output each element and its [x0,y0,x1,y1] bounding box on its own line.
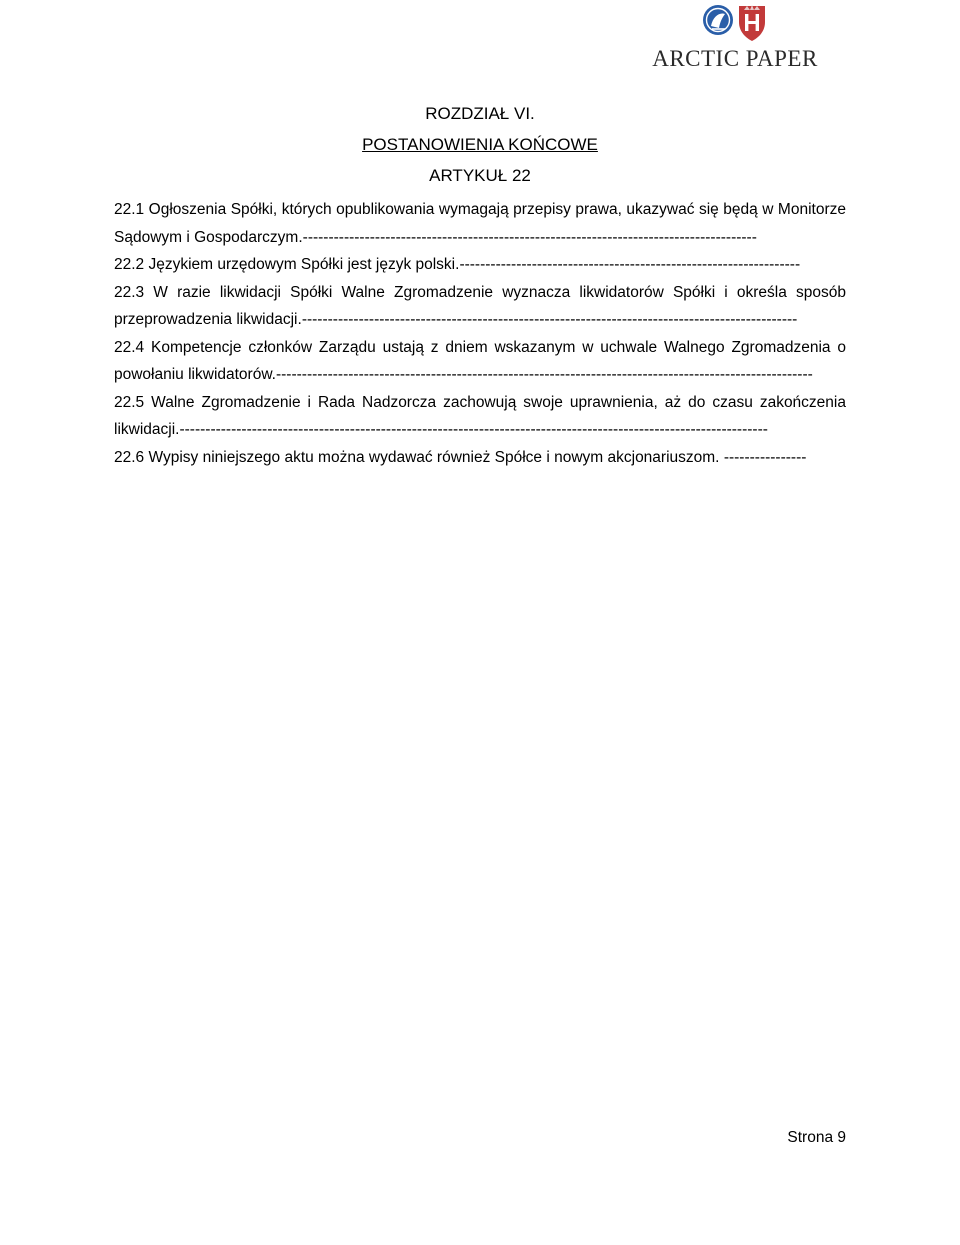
paragraph-22-2 [114,251,846,279]
paragraph-fill: ------------------------------------------------------------------------------------------------------------------ [179,421,768,438]
paragraph-text: 22.3 W razie likwidacji Spółki Walne Zgromadzenie wyznacza likwidatorów Spółki i określa sposób przeprowadzenia likwidacji. [114,283,846,328]
h-crest-icon [739,5,765,41]
paragraph-22-5 [114,389,846,444]
page-number: Strona 9 [787,1129,846,1146]
paragraph-fill: ------------------------------------------------------------------------------------------------ [301,311,798,328]
paragraph-fill: ---------------------------------------------------------------------------------------- [302,228,757,246]
paragraph-22-6 [114,444,846,472]
paragraph-text: 22.2 Językiem urzędowym Spółki jest język polski. [114,256,460,273]
article-heading: ARTYKUŁ 22 [429,166,531,185]
company-logo [640,2,830,72]
article-body [114,196,846,471]
arctic-paper-emblem-icon [703,5,733,35]
logo-marks [702,2,768,42]
paragraph-text: 22.6 Wypisy niniejszego aktu można wydawać również Spółce i nowym akcjonariuszom. [114,448,724,466]
paragraph-fill: -------------------------------------------------------------------------------------------------------- [275,366,813,383]
section-heading: POSTANOWIENIA KOŃCOWE [362,135,598,154]
paragraph-text: 22.1 Ogłoszenia Spółki, których opublikowania wymagają przepisy prawa, ukazywać się będą w Monitorze Sądowym i Gospodarczym. [114,201,846,246]
chapter-heading: ROZDZIAŁ VI. [425,104,535,123]
paragraph-22-3 [114,279,846,334]
paragraph-fill: ---------------- [723,448,807,466]
paragraph-fill: ------------------------------------------------------------------ [459,256,801,273]
paragraph-text: 22.5 Walne Zgromadzenie i Rada Nadzorcza zachowują swoje uprawnienia, aż do czasu zakończenia likwidacji. [114,393,846,438]
paragraph-text: 22.4 Kompetencje członków Zarządu ustają z dniem wskazanym w uchwale Walnego Zgromadzenia o powołaniu likwidatorów. [114,338,846,383]
paragraph-22-1 [114,196,846,251]
paragraph-22-4 [114,334,846,389]
logo-wordmark: ARCTIC PAPER [652,46,818,71]
